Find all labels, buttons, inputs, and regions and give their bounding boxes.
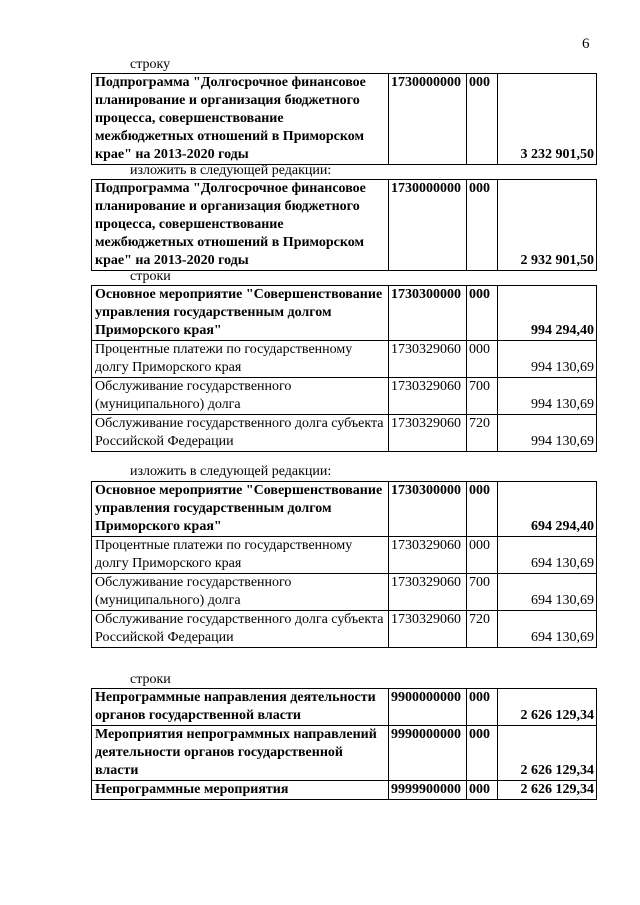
table-original-debt <box>91 285 597 452</box>
table-new-debt <box>91 481 597 648</box>
table-original-subprogram <box>91 73 597 165</box>
row-sub-code: 000 <box>467 482 498 537</box>
row-name: Обслуживание государственного долга субъекта Российской Федерации <box>92 611 389 648</box>
row-sub-code: 000 <box>467 726 498 781</box>
row-name: Обслуживание государственного (муниципального) долга <box>92 378 389 415</box>
row-sub-code: 000 <box>467 180 498 271</box>
row-amount: 2 932 901,50 <box>498 180 597 271</box>
table-row <box>92 537 597 574</box>
caption-stroku: строку <box>130 57 171 72</box>
row-amount: 694 130,69 <box>498 611 597 648</box>
row-amount: 2 626 129,34 <box>498 726 597 781</box>
row-code: 1730329060 <box>389 537 467 574</box>
row-sub-code: 720 <box>467 415 498 452</box>
row-amount: 994 130,69 <box>498 415 597 452</box>
row-sub-code: 000 <box>467 74 498 165</box>
table-row <box>92 415 597 452</box>
table-row <box>92 726 597 781</box>
table-row <box>92 574 597 611</box>
row-code: 1730300000 <box>389 286 467 341</box>
row-name: Процентные платежи по государственному долгу Приморского края <box>92 341 389 378</box>
row-amount: 694 130,69 <box>498 537 597 574</box>
table-row <box>92 378 597 415</box>
row-sub-code: 700 <box>467 574 498 611</box>
row-name: Основное мероприятие "Совершенствование управления государственным долгом Приморского края" <box>92 482 389 537</box>
row-amount: 694 130,69 <box>498 574 597 611</box>
row-amount: 994 294,40 <box>498 286 597 341</box>
row-code: 1730329060 <box>389 415 467 452</box>
row-amount: 2 626 129,34 <box>498 689 597 726</box>
caption-new-edition: изложить в следующей редакции: <box>130 163 332 178</box>
caption-new-edition: изложить в следующей редакции: <box>130 464 332 479</box>
row-code: 1730329060 <box>389 378 467 415</box>
table-row <box>92 611 597 648</box>
row-code: 9990000000 <box>389 726 467 781</box>
row-code: 1730300000 <box>389 482 467 537</box>
row-sub-code: 000 <box>467 537 498 574</box>
row-amount: 994 130,69 <box>498 341 597 378</box>
table-row <box>92 689 597 726</box>
table-new-subprogram <box>91 179 597 271</box>
table-row <box>92 286 597 341</box>
row-code: 1730329060 <box>389 611 467 648</box>
row-sub-code: 000 <box>467 781 498 800</box>
row-name: Подпрограмма "Долгосрочное финансовое планирование и организация бюджетного процесса, совершенствование межбюджетных отношений в Приморском крае" на 2013-2020 годы <box>92 180 389 271</box>
row-name: Основное мероприятие "Совершенствование управления государственным долгом Приморского края" <box>92 286 389 341</box>
table-row <box>92 341 597 378</box>
caption-stroki: строки <box>130 269 171 284</box>
caption-stroki: строки <box>130 672 171 687</box>
row-code: 1730329060 <box>389 341 467 378</box>
row-sub-code: 000 <box>467 341 498 378</box>
page-number: 6 <box>582 36 590 52</box>
row-amount: 2 626 129,34 <box>498 781 597 800</box>
row-name: Обслуживание государственного (муниципального) долга <box>92 574 389 611</box>
row-sub-code: 700 <box>467 378 498 415</box>
row-sub-code: 000 <box>467 689 498 726</box>
row-code: 9900000000 <box>389 689 467 726</box>
row-amount: 3 232 901,50 <box>498 74 597 165</box>
row-name: Непрограммные направления деятельности органов государственной власти <box>92 689 389 726</box>
row-name: Непрограммные мероприятия <box>92 781 389 800</box>
row-sub-code: 000 <box>467 286 498 341</box>
table-nonprogram <box>91 688 597 800</box>
row-name: Обслуживание государственного долга субъекта Российской Федерации <box>92 415 389 452</box>
row-amount: 994 130,69 <box>498 378 597 415</box>
row-name: Мероприятия непрограммных направлений деятельности органов государственной власти <box>92 726 389 781</box>
table-row <box>92 180 597 271</box>
table-row <box>92 74 597 165</box>
row-code: 1730329060 <box>389 574 467 611</box>
row-name: Процентные платежи по государственному долгу Приморского края <box>92 537 389 574</box>
table-row <box>92 781 597 800</box>
row-code: 1730000000 <box>389 74 467 165</box>
row-code: 1730000000 <box>389 180 467 271</box>
row-amount: 694 294,40 <box>498 482 597 537</box>
row-name: Подпрограмма "Долгосрочное финансовое планирование и организация бюджетного процесса, совершенствование межбюджетных отношений в Приморском крае" на 2013-2020 годы <box>92 74 389 165</box>
row-code: 9999900000 <box>389 781 467 800</box>
row-sub-code: 720 <box>467 611 498 648</box>
table-row <box>92 482 597 537</box>
